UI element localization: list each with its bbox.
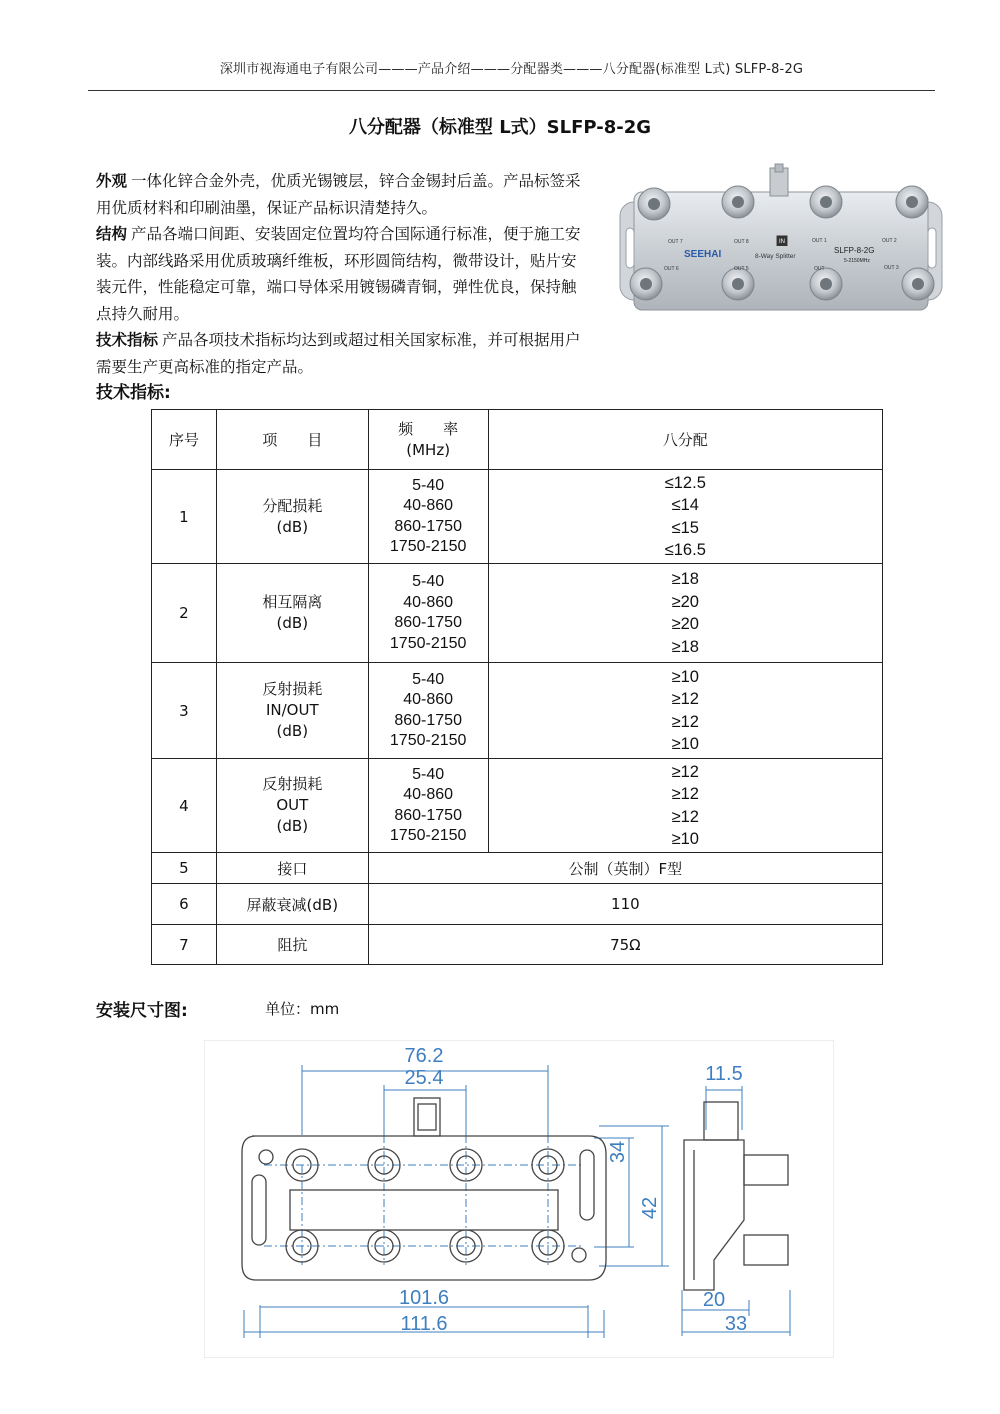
freq-line: 40-860 bbox=[403, 593, 454, 611]
dimension-unit: 单位：mm bbox=[265, 1000, 340, 1018]
freq-line: 40-860 bbox=[403, 497, 454, 514]
item-line: (dB) bbox=[276, 817, 309, 835]
value-line: ≥10 bbox=[671, 667, 699, 686]
item-line: 相互隔离 bbox=[262, 593, 323, 611]
dim-20: 20 bbox=[702, 1289, 726, 1311]
row-values bbox=[488, 663, 882, 759]
photo-desc: 8-Way Splitter bbox=[755, 253, 796, 260]
header-no: 序号 bbox=[152, 410, 217, 470]
value-line: ≥20 bbox=[671, 592, 699, 611]
row-item: 屏蔽衰减(dB) bbox=[216, 884, 368, 925]
intro-tech bbox=[96, 327, 586, 380]
row-freq bbox=[368, 759, 488, 853]
freq-line: 1750-2150 bbox=[389, 732, 467, 749]
item-line: OUT bbox=[276, 796, 309, 814]
dim-11: 11.5 bbox=[705, 1063, 743, 1085]
dim-25: 25.4 bbox=[404, 1067, 444, 1089]
value-line: ≥12 bbox=[671, 807, 699, 826]
row-item bbox=[216, 663, 368, 759]
dim-111: 111.6 bbox=[400, 1313, 448, 1335]
row-freq bbox=[368, 564, 488, 663]
photo-out8: OUT 8 bbox=[734, 239, 749, 245]
item-line: (dB) bbox=[276, 517, 309, 536]
row-no: 2 bbox=[152, 564, 217, 663]
intro-appearance bbox=[96, 168, 586, 221]
value-line: ≥18 bbox=[671, 637, 699, 656]
header-value: 八分配 bbox=[488, 410, 882, 470]
value-line: ≤12.5 bbox=[664, 473, 706, 492]
freq-line: 1750-2150 bbox=[389, 827, 467, 844]
row-item bbox=[216, 470, 368, 564]
intro-text: 产品各端口间距、安装固定位置均符合国际通行标准，便于施工安装。内部线路采用优质玻璃纤维板，环形圆筒结构，微带设计，贴片安装元件，性能稳定可靠，端口导体采用镀锡磷青铜，弹性优良，保持触点持久耐用。 bbox=[96, 225, 581, 323]
table-header-row bbox=[152, 410, 883, 470]
item-line: IN/OUT bbox=[265, 701, 319, 719]
photo-out6: OUT 6 bbox=[664, 266, 679, 272]
dimension-heading: 安装尺寸图: bbox=[96, 1001, 188, 1021]
table-row bbox=[152, 470, 883, 564]
photo-out4: OUT bbox=[814, 266, 825, 272]
row-value: 110 bbox=[368, 884, 882, 925]
intro-text: 产品各项技术指标均达到或超过相关国家标准，并可根据用户需要生产更高标准的指定产品。 bbox=[96, 331, 581, 376]
row-values bbox=[488, 564, 882, 663]
dim-33: 33 bbox=[724, 1313, 748, 1335]
row-no: 7 bbox=[152, 925, 217, 965]
table-row bbox=[152, 884, 883, 925]
freq-line: 5-40 bbox=[412, 670, 445, 688]
photo-freq: 5-2150MHz bbox=[844, 258, 870, 264]
item-line: 分配损耗 bbox=[262, 496, 323, 515]
row-item bbox=[216, 564, 368, 663]
intro-text: 一体化锌合金外壳，优质光锡镀层，锌合金锡封后盖。产品标签采用优质材料和印刷油墨，保证产品标识清楚持久。 bbox=[96, 172, 581, 217]
page-header: 深圳市视海通电子有限公司———产品介绍———分配器类———八分配器(标准型 L式) SLFP-8-2G bbox=[219, 62, 804, 77]
value-line: ≤15 bbox=[671, 518, 699, 537]
row-item: 阻抗 bbox=[216, 925, 368, 965]
photo-brand: SEEHAI bbox=[684, 249, 722, 260]
table-row bbox=[152, 925, 883, 965]
row-item bbox=[216, 759, 368, 853]
intro-label: 外观 bbox=[96, 172, 128, 190]
freq-line: 860-1750 bbox=[394, 806, 462, 824]
row-no: 3 bbox=[152, 663, 217, 759]
table-row bbox=[152, 853, 883, 884]
item-line: 反射损耗 bbox=[262, 775, 323, 793]
dimension-drawing bbox=[204, 1040, 834, 1358]
value-line: ≥18 bbox=[671, 570, 699, 588]
dim-101: 101.6 bbox=[398, 1287, 450, 1309]
table-row bbox=[152, 663, 883, 759]
row-freq bbox=[368, 470, 488, 564]
value-line: ≥20 bbox=[671, 615, 699, 633]
freq-line: 1750-2150 bbox=[389, 538, 467, 555]
intro-label: 结构 bbox=[96, 225, 128, 243]
freq-line: 40-860 bbox=[403, 691, 454, 708]
spec-table bbox=[151, 409, 883, 965]
row-value: 75Ω bbox=[368, 925, 882, 965]
photo-out7: OUT 7 bbox=[668, 239, 683, 245]
freq-line: 860-1750 bbox=[394, 517, 462, 535]
dim-34: 34 bbox=[607, 1140, 629, 1164]
header-item: 项 目 bbox=[216, 410, 368, 470]
spec-heading: 技术指标: bbox=[96, 383, 171, 403]
photo-out5: OUT 5 bbox=[734, 266, 749, 272]
header-freq-unit: (MHz) bbox=[406, 440, 451, 459]
freq-line: 5-40 bbox=[412, 765, 445, 783]
value-line: ≥10 bbox=[671, 830, 699, 848]
dim-42: 42 bbox=[639, 1196, 661, 1220]
value-line: ≥12 bbox=[671, 712, 699, 731]
photo-out2: OUT 2 bbox=[882, 238, 897, 244]
photo-out3: OUT 3 bbox=[884, 265, 899, 271]
row-no: 4 bbox=[152, 759, 217, 853]
item-line: (dB) bbox=[276, 614, 309, 632]
freq-line: 40-860 bbox=[403, 786, 454, 803]
value-line: ≥12 bbox=[671, 690, 699, 708]
value-line: ≤16.5 bbox=[664, 541, 706, 559]
freq-line: 5-40 bbox=[412, 476, 445, 494]
value-line: ≥10 bbox=[671, 735, 699, 753]
freq-line: 860-1750 bbox=[394, 711, 462, 729]
header-rule bbox=[88, 90, 935, 91]
freq-line: 5-40 bbox=[412, 573, 445, 590]
dim-76: 76.2 bbox=[404, 1045, 444, 1067]
item-line: 反射损耗 bbox=[262, 680, 323, 698]
freq-line: 1750-2150 bbox=[389, 634, 467, 652]
value-line: ≤14 bbox=[671, 496, 699, 514]
table-row bbox=[152, 564, 883, 663]
row-values bbox=[488, 759, 882, 853]
table-row bbox=[152, 759, 883, 853]
row-freq bbox=[368, 663, 488, 759]
row-no: 5 bbox=[152, 853, 217, 884]
product-photo bbox=[612, 162, 950, 332]
row-item: 接口 bbox=[216, 853, 368, 884]
photo-model: SLFP-8-2G bbox=[834, 246, 875, 255]
row-no: 6 bbox=[152, 884, 217, 925]
intro-label: 技术指标 bbox=[96, 331, 159, 349]
freq-line: 860-1750 bbox=[394, 614, 462, 631]
page-title: 八分配器（标准型 L式）SLFP-8-2G bbox=[348, 117, 652, 138]
row-no: 1 bbox=[152, 470, 217, 564]
intro-structure bbox=[96, 221, 586, 327]
row-value: 公制（英制）F型 bbox=[368, 853, 882, 884]
row-values bbox=[488, 470, 882, 564]
photo-out1: OUT 1 bbox=[812, 238, 827, 244]
photo-in: IN bbox=[779, 239, 785, 245]
value-line: ≥12 bbox=[671, 762, 699, 781]
value-line: ≥12 bbox=[671, 785, 699, 803]
intro-section bbox=[96, 168, 586, 380]
header-freq-label: 频 率 bbox=[398, 419, 459, 438]
item-line: (dB) bbox=[276, 722, 309, 740]
header-freq bbox=[368, 410, 488, 470]
